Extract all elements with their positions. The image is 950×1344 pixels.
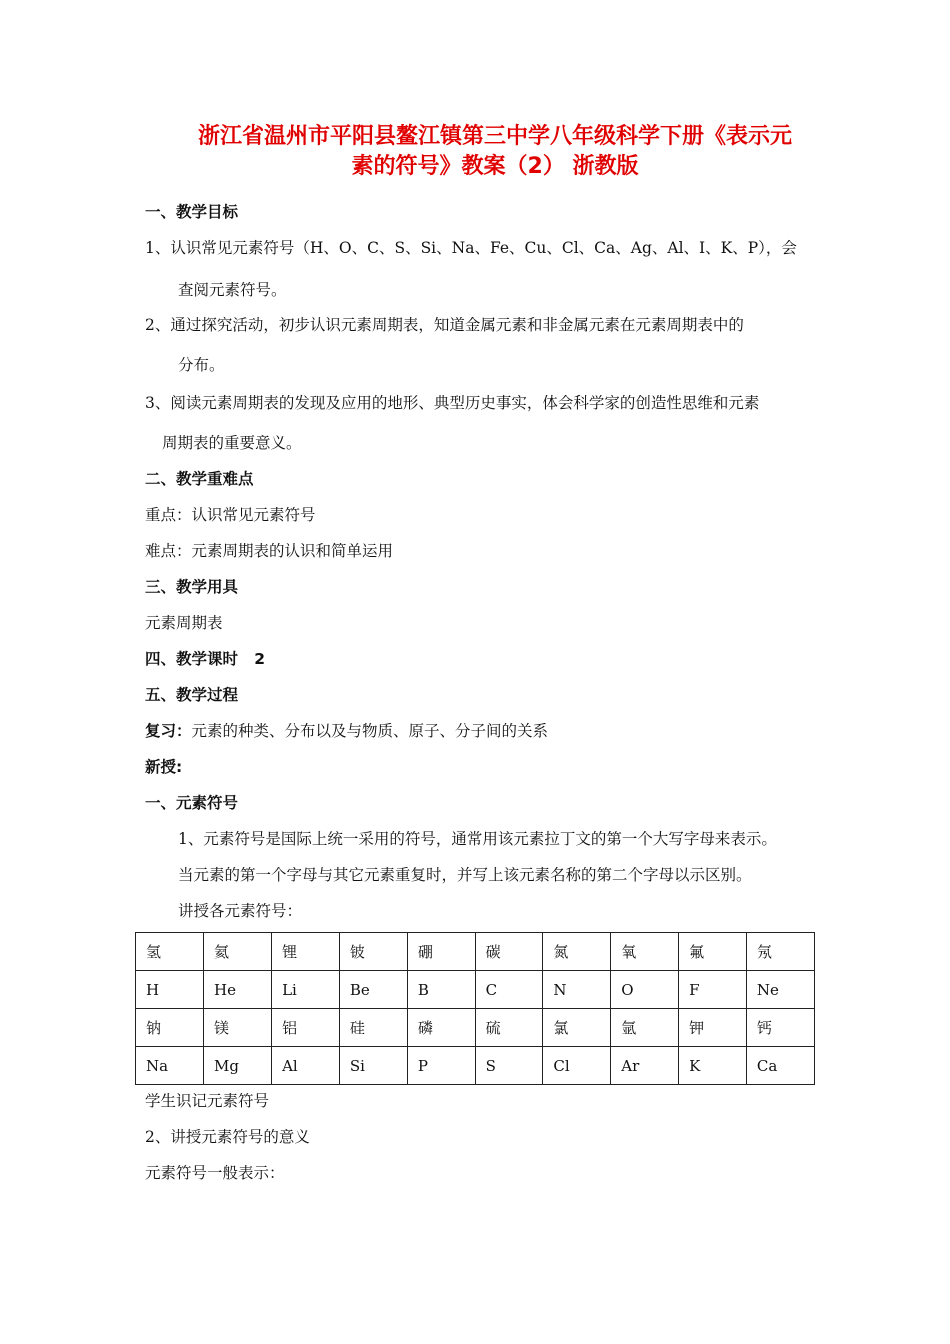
table-cell: 碳 <box>475 933 543 971</box>
after-table-line-2: 2、讲授元素符号的意义 <box>145 1128 310 1146</box>
table-cell: 氦 <box>204 933 272 971</box>
new-lesson-label: 新授: <box>145 758 183 776</box>
table-cell: F <box>679 971 747 1009</box>
table-row <box>136 1009 815 1047</box>
symbol-paragraph-3: 讲授各元素符号： <box>178 902 303 920</box>
goal-3-line-1: 3、阅读元素周期表的发现及应用的地形、典型历史事实，体会科学家的创造性思维和元素 <box>145 394 760 412</box>
section-1-heading: 一、元素符号 <box>145 794 239 812</box>
symbol-paragraph-2: 当元素的第一个字母与其它元素重复时，并写上该元素名称的第二个字母以示区别。 <box>178 866 752 884</box>
table-cell: Na <box>136 1047 204 1085</box>
table-cell: Ne <box>746 971 814 1009</box>
review-text: 元素的种类、分布以及与物质、原子、分子间的关系 <box>191 722 549 740</box>
title-line-1: 浙江省温州市平阳县鳌江镇第三中学八年级科学下册《表示元 <box>197 124 792 149</box>
table-cell: Cl <box>543 1047 611 1085</box>
table-row <box>136 1047 815 1085</box>
table-cell: 磷 <box>407 1009 475 1047</box>
tools-heading: 三、教学用具 <box>145 578 239 596</box>
table-cell: 钠 <box>136 1009 204 1047</box>
table-cell: Al <box>272 1047 340 1085</box>
goal-1-line-1: 1、认识常见元素符号（H、O、C、S、Si、Na、Fe、Cu、Cl、Ca、Ag、Al、I、K、P），会 <box>145 239 797 257</box>
table-cell: H <box>136 971 204 1009</box>
table-cell: 硫 <box>475 1009 543 1047</box>
table-cell: Ca <box>746 1047 814 1085</box>
hours-heading: 四、教学课时 2 <box>145 650 265 668</box>
table-cell: 钙 <box>746 1009 814 1047</box>
goals-heading: 一、教学目标 <box>145 203 239 221</box>
difficult-point: 难点：元素周期表的认识和简单运用 <box>145 542 394 560</box>
table-cell: 氧 <box>611 933 679 971</box>
table-cell: 硼 <box>407 933 475 971</box>
table-cell: 氖 <box>746 933 814 971</box>
symbol-paragraph-1: 1、元素符号是国际上统一采用的符号，通常用该元素拉丁文的第一个大写字母来表示。 <box>178 830 777 848</box>
table-cell: P <box>407 1047 475 1085</box>
table-cell: 钾 <box>679 1009 747 1047</box>
table-cell: 镁 <box>204 1009 272 1047</box>
table-cell: O <box>611 971 679 1009</box>
table-cell: 氯 <box>543 1009 611 1047</box>
goal-1-line-2: 查阅元素符号。 <box>178 281 287 299</box>
goal-3-line-2: 周期表的重要意义。 <box>162 434 302 452</box>
document-title <box>150 122 840 182</box>
table-cell: 氟 <box>679 933 747 971</box>
table-cell: B <box>407 971 475 1009</box>
table-cell: Li <box>272 971 340 1009</box>
table-cell: 铍 <box>339 933 407 971</box>
table-cell: N <box>543 971 611 1009</box>
table-cell: 氮 <box>543 933 611 971</box>
table-cell: Si <box>339 1047 407 1085</box>
key-point: 重点：认识常见元素符号 <box>145 506 316 524</box>
table-cell: 氩 <box>611 1009 679 1047</box>
keypoints-heading: 二、教学重难点 <box>145 470 254 488</box>
goal-2-line-1: 2、通过探究活动，初步认识元素周期表，知道金属元素和非金属元素在元素周期表中的 <box>145 316 744 334</box>
table-cell: 硅 <box>339 1009 407 1047</box>
table-cell: 锂 <box>272 933 340 971</box>
review-line <box>145 721 548 741</box>
process-heading: 五、教学过程 <box>145 686 239 704</box>
table-cell: C <box>475 971 543 1009</box>
after-table-line-1: 学生识记元素符号 <box>145 1092 270 1110</box>
table-row <box>136 971 815 1009</box>
elements-table <box>135 932 815 1085</box>
table-cell: S <box>475 1047 543 1085</box>
table-cell: 氢 <box>136 933 204 971</box>
table-cell: Be <box>339 971 407 1009</box>
table-row <box>136 933 815 971</box>
title-line-2: 素的符号》教案（2） 浙教版 <box>351 154 639 179</box>
table-cell: He <box>204 971 272 1009</box>
goal-2-line-2: 分布。 <box>178 356 225 374</box>
review-label: 复习： <box>145 722 192 740</box>
table-cell: 铝 <box>272 1009 340 1047</box>
tools-content: 元素周期表 <box>145 614 223 632</box>
after-table-line-3: 元素符号一般表示： <box>145 1164 285 1182</box>
table-cell: Mg <box>204 1047 272 1085</box>
table-cell: K <box>679 1047 747 1085</box>
table-cell: Ar <box>611 1047 679 1085</box>
